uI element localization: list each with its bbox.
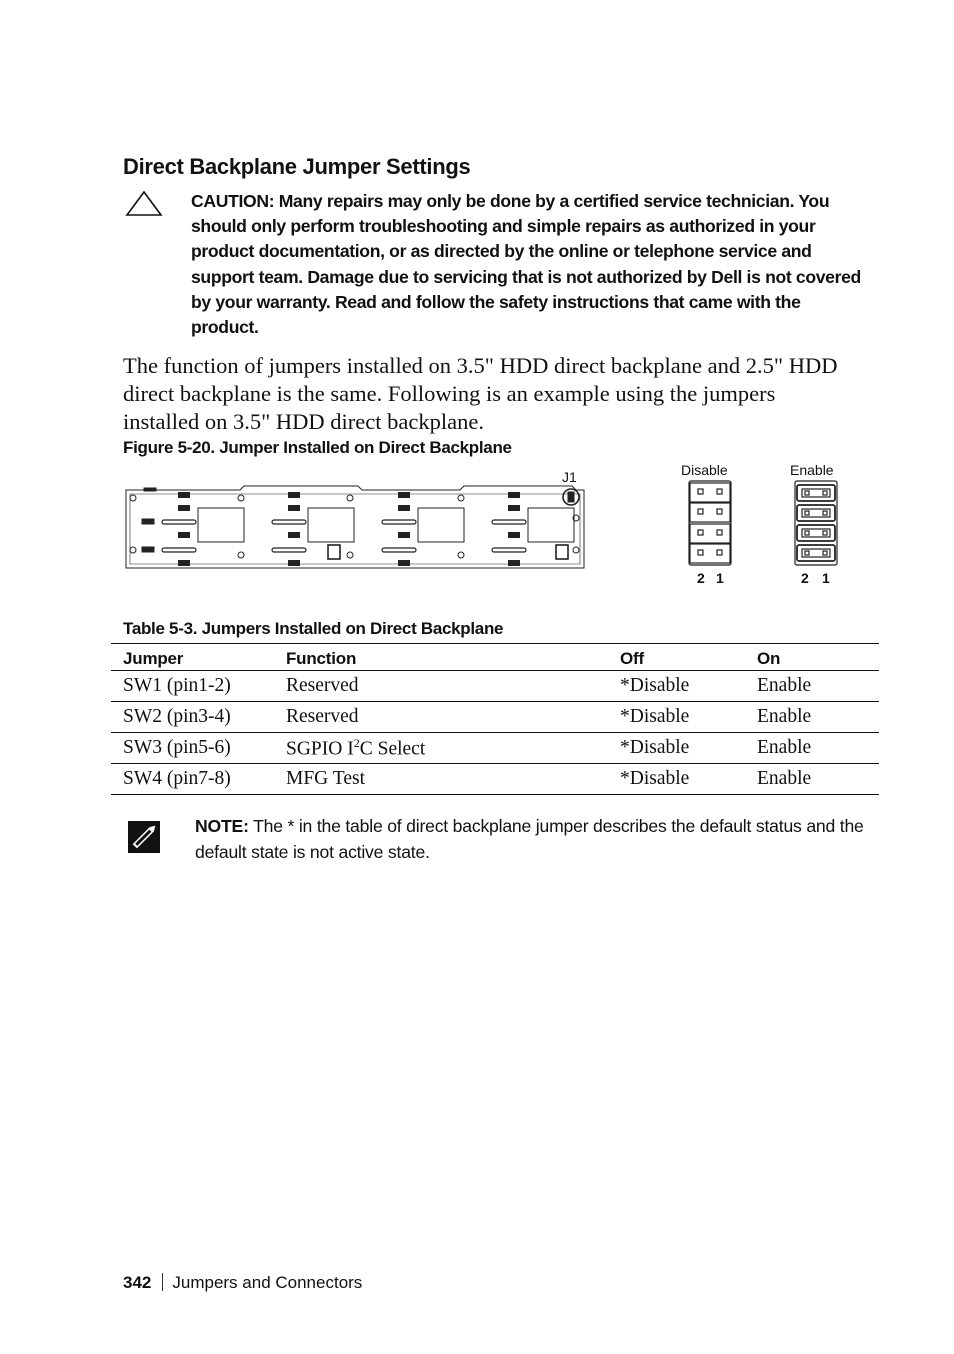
cell-jumper: SW2 (pin3-4): [111, 702, 274, 733]
header-jumper: Jumper: [111, 644, 274, 671]
note-body: The * in the table of direct backplane jumper describes the default status and the default state is not active state.: [195, 816, 864, 862]
page-number: 342: [123, 1273, 152, 1292]
note-label: NOTE:: [195, 816, 249, 836]
function-text-post: C Select: [359, 738, 426, 760]
disable-label: Disable: [681, 462, 728, 478]
cell-function: MFG Test: [274, 764, 608, 795]
cell-function: [274, 733, 608, 764]
cell-on: Enable: [745, 702, 879, 733]
jumper-enable-diagram: [795, 481, 837, 565]
backplane-board-drawing: [126, 486, 584, 568]
cell-off: *Disable: [608, 702, 745, 733]
cell-on: Enable: [745, 671, 879, 702]
disable-pin-label-1: 1: [716, 570, 724, 586]
footer-section: Jumpers and Connectors: [172, 1273, 363, 1292]
table-row: [111, 733, 879, 764]
cell-function: Reserved: [274, 702, 608, 733]
cell-off: *Disable: [608, 671, 745, 702]
jumper-table: [111, 643, 879, 795]
cell-jumper: SW3 (pin5-6): [111, 733, 274, 764]
footer-divider: [162, 1273, 163, 1291]
cell-on: Enable: [745, 764, 879, 795]
table-row: [111, 671, 879, 702]
figure-caption: Figure 5-20. Jumper Installed on Direct Backplane: [123, 438, 512, 457]
cell-function: Reserved: [274, 671, 608, 702]
cell-off: *Disable: [608, 733, 745, 764]
enable-label: Enable: [790, 462, 834, 478]
enable-pin-label-1: 1: [822, 570, 830, 586]
page-footer: [123, 1273, 362, 1293]
backplane-figure: [120, 458, 860, 598]
function-text-pre: SGPIO I: [286, 738, 354, 760]
section-heading: Direct Backplane Jumper Settings: [123, 154, 471, 179]
function-superscript: 2: [353, 735, 360, 750]
header-on: On: [745, 644, 879, 671]
intro-paragraph: The function of jumpers installed on 3.5" HDD direct backplane and 2.5" HDD direct backplane is the same. Following is an example using the jumpers installed on 3.5" HDD direct backplane.: [123, 353, 838, 434]
note-pencil-icon: [127, 820, 161, 854]
table-header-row: [111, 644, 879, 671]
header-off: Off: [608, 644, 745, 671]
cell-jumper: SW1 (pin1-2): [111, 671, 274, 702]
table-caption: Table 5-3. Jumpers Installed on Direct Backplane: [123, 619, 504, 638]
table-row: [111, 702, 879, 733]
cell-jumper: SW4 (pin7-8): [111, 764, 274, 795]
caution-triangle-icon: [124, 190, 164, 218]
cell-on: Enable: [745, 733, 879, 764]
jumper-disable-diagram: [689, 481, 731, 565]
caution-text: CAUTION: Many repairs may only be done by a certified service technician. You should only perform troubleshooting and simple repairs as authorized in your product documentation, or as directed by the online or telephone service and support team. Damage due to servicing that is not authorized by Dell is not covered by your warranty. Read and follow the safety instructions that came with the product.: [191, 191, 861, 338]
disable-pin-label-2: 2: [697, 570, 705, 586]
table-row: [111, 764, 879, 795]
enable-pin-label-2: 2: [801, 570, 809, 586]
jumper-label: J1: [562, 469, 577, 485]
note-text: [195, 813, 865, 865]
header-function: Function: [274, 644, 608, 671]
cell-off: *Disable: [608, 764, 745, 795]
